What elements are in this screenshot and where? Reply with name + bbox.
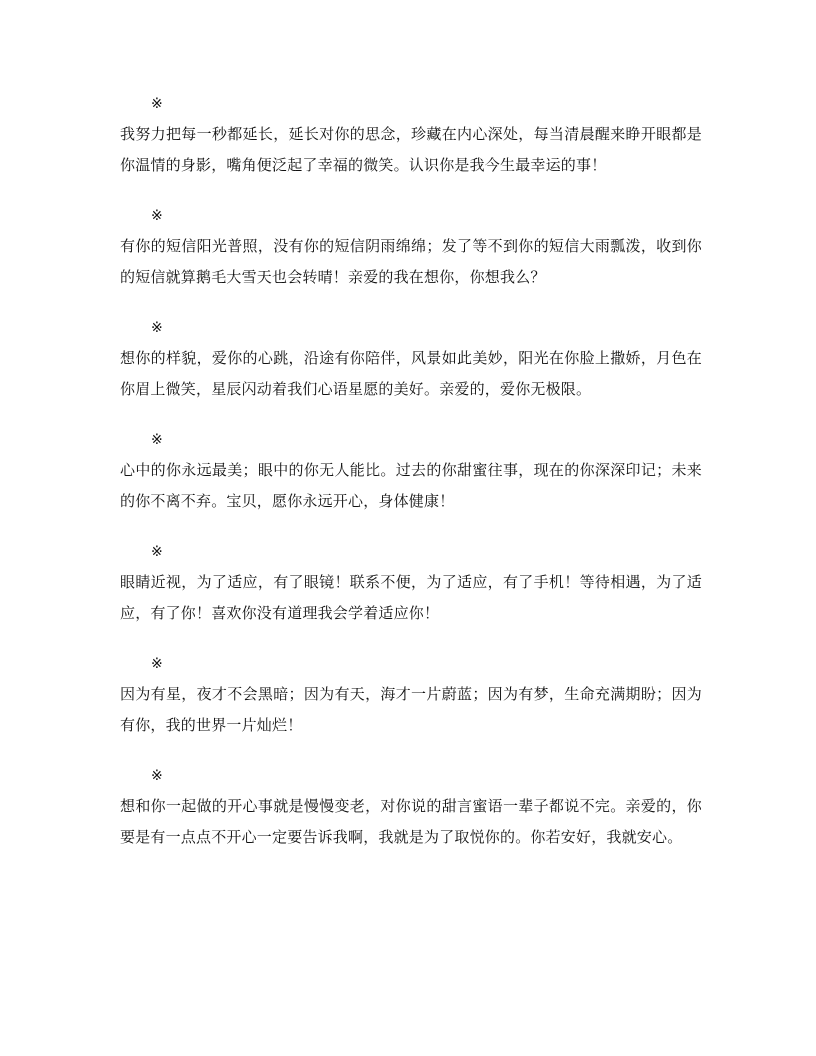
greeting-text: 想和你一起做的开心事就是慢慢变老，对你说的甜言蜜语一辈子都说不完。亲爱的，你要是有一点点不开心一定要告诉我啊，我就是为了取悦你的。你若安好，我就安心。 xyxy=(120,797,702,846)
reference-mark: ※ xyxy=(151,656,163,672)
greeting-entry-6 xyxy=(120,655,702,741)
greeting-entry-2 xyxy=(120,207,702,293)
reference-mark: ※ xyxy=(151,768,163,784)
reference-mark: ※ xyxy=(151,208,163,224)
greeting-text: 因为有星，夜才不会黑暗；因为有天，海才一片蔚蓝；因为有梦，生命充满期盼；因为有你，我的世界一片灿烂！ xyxy=(120,685,702,734)
greeting-text: 眼睛近视，为了适应，有了眼镜！联系不便，为了适应，有了手机！等待相遇，为了适应，有了你！喜欢你没有道理我会学着适应你！ xyxy=(120,573,702,622)
greeting-text: 有你的短信阳光普照，没有你的短信阴雨绵绵；发了等不到你的短信大雨瓢泼，收到你的短信就算鹅毛大雪天也会转晴！亲爱的我在想你，你想我么？ xyxy=(120,237,702,286)
greeting-text: 想你的样貌，爱你的心跳，沿途有你陪伴，风景如此美妙，阳光在你脸上撒娇，月色在你眉上微笑，星辰闪动着我们心语星愿的美好。亲爱的，爱你无极限。 xyxy=(120,349,702,398)
reference-mark: ※ xyxy=(151,432,163,448)
reference-mark: ※ xyxy=(151,320,163,336)
greeting-entry-5 xyxy=(120,543,702,629)
reference-mark: ※ xyxy=(151,544,163,560)
greeting-entry-3 xyxy=(120,319,702,405)
greeting-entry-7 xyxy=(120,767,702,853)
greeting-text: 我努力把每一秒都延长，延长对你的思念，珍藏在内心深处，每当清晨醒来睁开眼都是你温情的身影，嘴角便泛起了幸福的微笑。认识你是我今生最幸运的事！ xyxy=(120,125,702,174)
greeting-text: 心中的你永远最美；眼中的你无人能比。过去的你甜蜜往事，现在的你深深印记；未来的你不离不弃。宝贝，愿你永远开心，身体健康！ xyxy=(120,461,702,510)
reference-mark: ※ xyxy=(151,96,163,112)
greeting-entry-1 xyxy=(120,95,702,181)
greeting-entry-4 xyxy=(120,431,702,517)
